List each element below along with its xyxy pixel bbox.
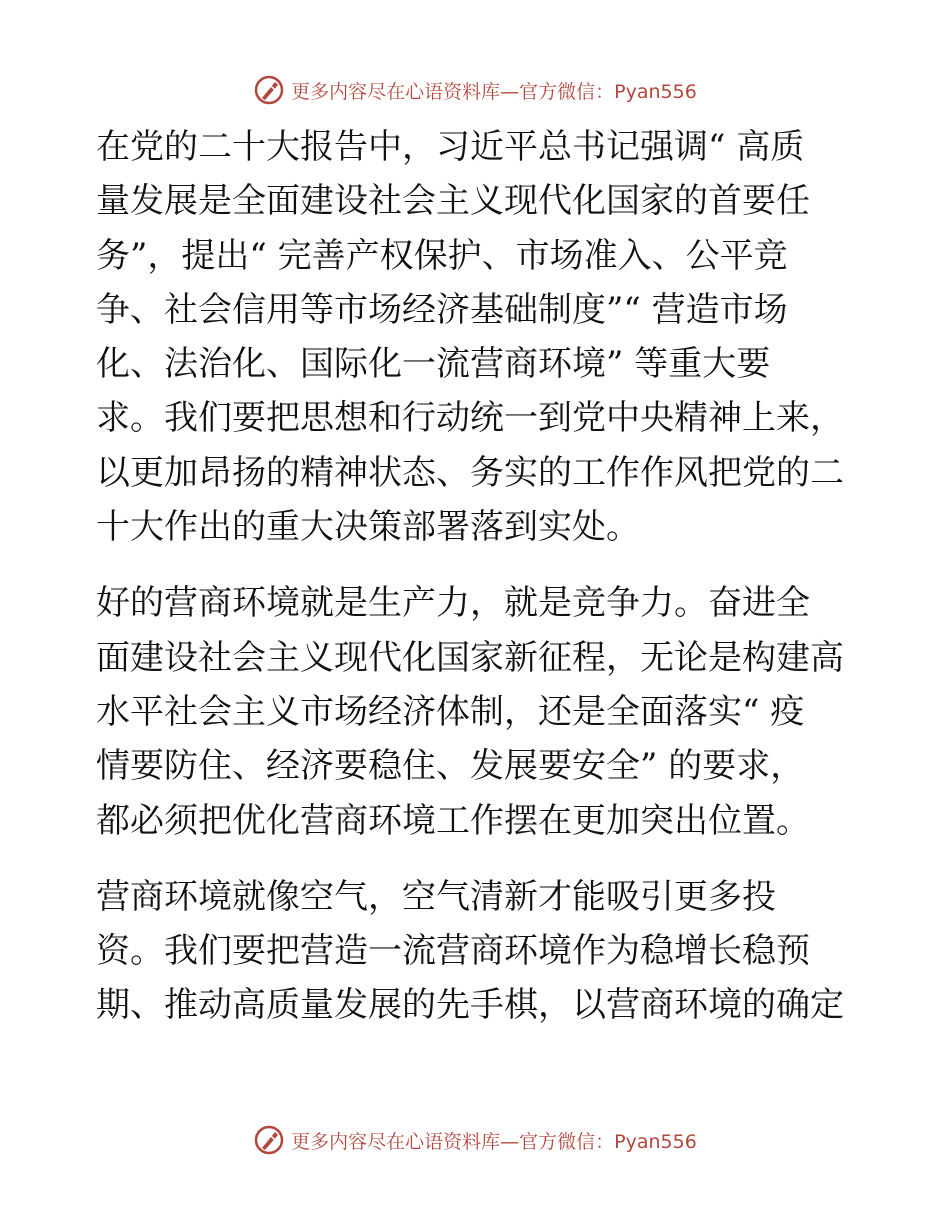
header-banner-text: 更多内容尽在心语资料库—官方微信：Pyan556 xyxy=(291,80,697,103)
quill-logo-icon xyxy=(253,74,285,106)
footer-banner xyxy=(0,1120,950,1160)
text-line: 期、推动高质量发展的先手棋，以营商环境的确定 xyxy=(96,985,844,1026)
text-line: 情要防住、经济要稳住、发展要安全” 的要求， xyxy=(96,746,805,787)
text-line: 化、法治化、国际化一流营商环境” 等重大要 xyxy=(96,344,771,385)
text-line: 资。我们要把营造一流营商环境作为稳增长稳预 xyxy=(96,931,810,972)
text-line: 务”，提出“ 完善产权保护、市场准入、公平竞 xyxy=(96,235,788,276)
text-line: 都必须把优化营商环境工作摆在更加突出位置。 xyxy=(96,800,810,841)
text-line: 面建设社会主义现代化国家新征程，无论是构建高 xyxy=(96,637,844,678)
header-banner xyxy=(0,70,950,110)
paragraph-3 xyxy=(96,870,851,1033)
text-line: 求。我们要把思想和行动统一到党中央精神上来， xyxy=(96,398,844,439)
text-line: 营商环境就像空气，空气清新才能吸引更多投 xyxy=(96,876,776,917)
quill-logo-icon xyxy=(253,1124,285,1156)
document-body xyxy=(96,120,851,1055)
text-line: 好的营商环境就是生产力，就是竞争力。奋进全 xyxy=(96,583,810,624)
footer-banner-text: 更多内容尽在心语资料库—官方微信：Pyan556 xyxy=(291,1130,697,1153)
paragraph-2 xyxy=(96,576,851,847)
text-line: 水平社会主义市场经济体制，还是全面落实“ 疫 xyxy=(96,691,805,732)
text-line: 在党的二十大报告中，习近平总书记强调“ 高质 xyxy=(96,127,805,167)
text-line: 争、社会信用等市场经济基础制度”“ 营造市场 xyxy=(96,289,788,330)
text-line: 量发展是全面建设社会主义现代化国家的首要任 xyxy=(96,181,810,222)
text-line: 十大作出的重大决策部署落到实处。 xyxy=(96,507,640,548)
text-line: 以更加昂扬的精神状态、务实的工作作风把党的二 xyxy=(96,452,844,493)
paragraph-1 xyxy=(96,120,851,554)
